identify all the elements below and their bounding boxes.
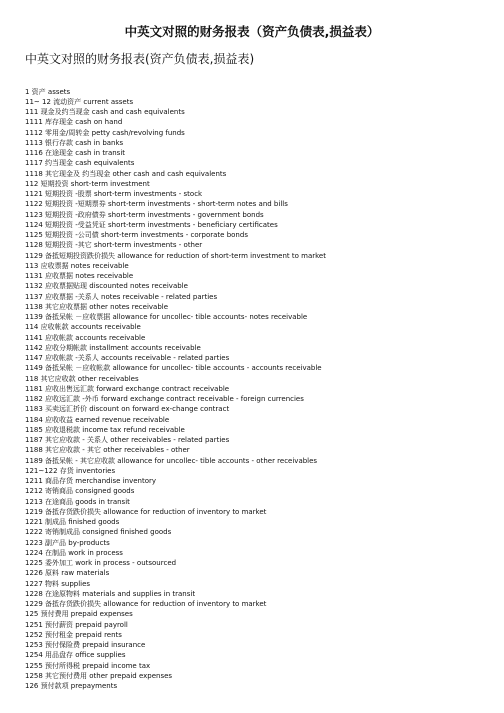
account-line: 1226 原料 raw materials — [25, 569, 110, 578]
account-line: 112 短期投资 short-term investment — [25, 179, 150, 188]
account-line: 1255 预付所得税 prepaid income tax — [25, 661, 151, 670]
account-line: 1253 预付保险费 prepaid insurance — [25, 641, 146, 649]
account-line: 113 应收票据 notes receivable — [25, 261, 129, 270]
account-line: 1258 其它预付费用 other prepaid expenses — [25, 671, 173, 680]
account-line: 1147 应收帐款 -关系人 accounts receivable - related parties — [25, 354, 230, 362]
account-line: 1131 应收票据 notes receivable — [25, 272, 134, 280]
section-title: 中英文对照的财务报表(资产负债表,损益表) — [25, 52, 255, 66]
account-line: 1117 约当现金 cash equivalents — [25, 159, 135, 168]
account-line: 1124 短期投资 -受益凭证 short-term investments - beneficiary certificates — [25, 220, 278, 229]
account-line: 1227 物料 supplies — [25, 579, 91, 588]
account-line: 1183 买卖远汇折价 discount on forward ex-change contract — [25, 405, 230, 414]
account-line: 1141 应收帐款 accounts receivable — [25, 333, 146, 342]
account-line: 118 其它应收款 other receivables — [25, 374, 139, 383]
account-line: 1129 备抵短期投资跌价损失 allowance for reduction of short-term investment to market — [25, 251, 326, 260]
account-line: 125 预付费用 prepaid expenses — [25, 610, 133, 619]
account-line: 111 现金及约当现金 cash and cash equivalents — [25, 108, 185, 116]
account-line: 126 预付款项 prepayments — [25, 682, 118, 690]
account-line: 1138 其它应收票据 other notes receivable — [25, 302, 169, 311]
account-line: 1128 短期投资 -其它 short-term investments - other — [25, 241, 203, 250]
account-line: 1189 备抵呆帐 - 其它应收款 allowance for uncollec- tible accounts - other receivables — [25, 456, 318, 465]
account-line: 1182 应收远汇款 -外币 forward exchange contract receivable - foreign currencies — [25, 395, 304, 403]
account-line: 1223 副产品 by-products — [25, 538, 110, 547]
account-line: 1219 备抵存货跌价损失 allowance for reduction of inventory to market — [25, 507, 267, 516]
account-line: 1113 银行存款 cash in banks — [25, 138, 124, 147]
account-line: 1228 在途原物料 materials and supplies in transit — [25, 589, 196, 598]
account-line: 1125 短期投资 -公司债 short-term investments - corporate bonds — [25, 231, 248, 239]
account-line: 1221 制成品 finished goods — [25, 518, 120, 526]
account-line: 1212 寄销商品 consigned goods — [25, 487, 135, 496]
account-line: 1222 寄销制成品 consigned finished goods — [25, 528, 172, 537]
account-line: 1187 其它应收款 - 关系人 other receivables - related parties — [25, 436, 230, 444]
account-line: 1224 在制品 work in process — [25, 548, 123, 557]
account-line: 1185 应收退税款 income tax refund receivable — [25, 425, 185, 434]
account-line: 1142 应收分期帐款 installment accounts receivable — [25, 343, 201, 352]
account-line: 121~122 存货 inventories — [25, 466, 116, 475]
account-line: 1112 零用金/周转金 petty cash/revolving funds — [25, 128, 185, 137]
account-line: 1 资产 assets — [25, 87, 71, 96]
account-line: 1118 其它现金及 约当现金 other cash and cash equivalents — [25, 169, 227, 178]
account-line: 1123 短期投资 -政府债券 short-term investments - government bonds — [25, 210, 264, 219]
account-line: 1111 库存现金 cash on hand — [25, 118, 123, 127]
account-line: 1149 备抵呆帐 －应收帐款 allowance for uncollec- tible accounts - accounts receivable — [25, 364, 322, 373]
account-line: 1251 预付薪资 prepaid payroll — [25, 620, 128, 629]
account-line: 1184 应收收益 earned revenue receivable — [25, 415, 170, 424]
account-line: 1211 商品存货 merchandise inventory — [25, 477, 157, 485]
account-line: 114 应收帐款 accounts receivable — [25, 323, 141, 332]
account-line: 1116 在途现金 cash in transit — [25, 149, 126, 157]
account-line: 11~ 12 流动资产 current assets — [25, 97, 134, 106]
account-line: 1132 应收票据贴现 discounted notes receivable — [25, 282, 188, 291]
account-list — [25, 87, 495, 692]
account-line: 1122 短期投资 -短期票券 short-term investments - short-term notes and bills — [25, 200, 288, 209]
account-line: 1139 备抵呆帐 －应收票据 allowance for uncollec- tible accounts- notes receivable — [25, 313, 308, 321]
account-line: 1252 预付租金 prepaid rents — [25, 630, 122, 639]
document-title: 中英文对照的财务报表（资产负债表,损益表） — [124, 24, 380, 39]
account-line: 1213 在途商品 goods in transit — [25, 497, 130, 506]
account-line: 1225 委外加工 work in process - outsourced — [25, 559, 177, 567]
account-line: 1181 应收出售远汇款 forward exchange contract receivable — [25, 384, 230, 393]
account-line: 1121 短期投资 -股票 short-term investments - stock — [25, 190, 203, 198]
account-line: 1254 用品盘存 office supplies — [25, 651, 126, 660]
account-line: 1188 其它应收款 - 其它 other receivables - other — [25, 446, 190, 455]
account-line: 1229 备抵存货跌价损失 allowance for reduction of inventory to market — [25, 600, 267, 608]
account-line: 1137 应收票据 -关系人 notes receivable - related parties — [25, 292, 218, 301]
